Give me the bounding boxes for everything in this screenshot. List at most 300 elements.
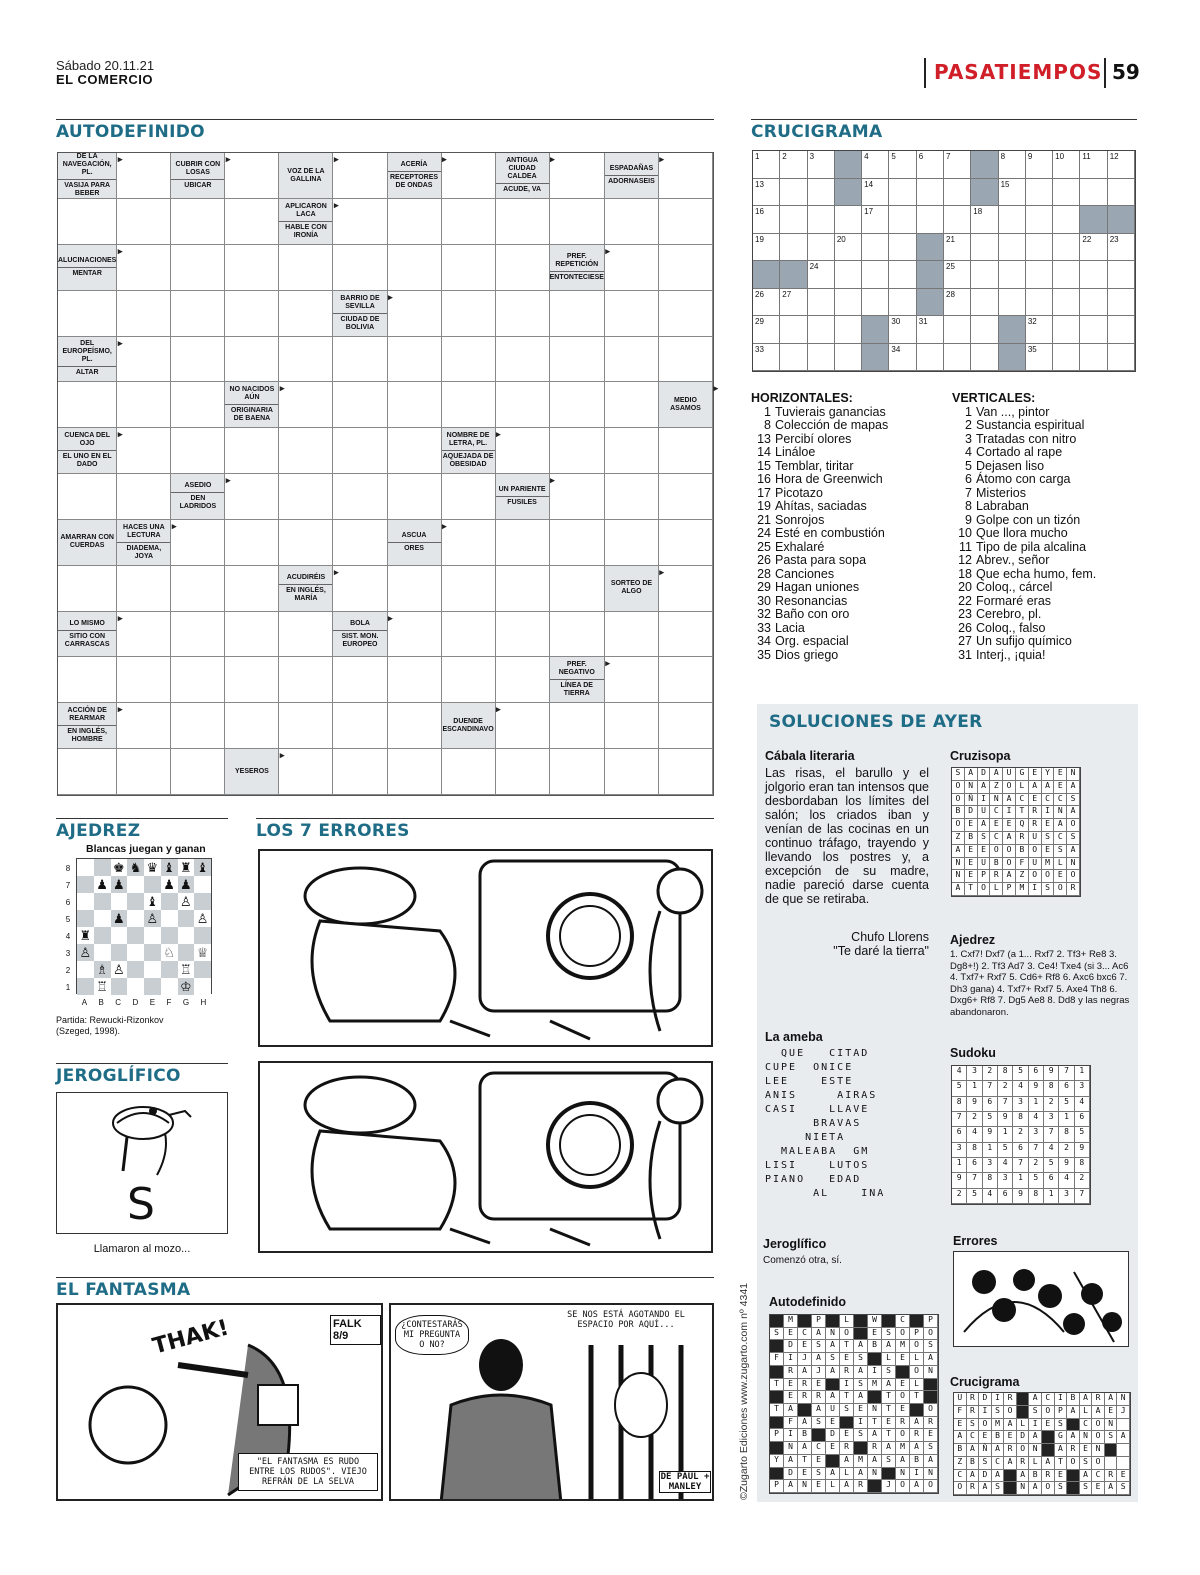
auto-answer-cell[interactable] [388,612,442,658]
cruci-cell[interactable] [753,289,780,317]
solution-cell: E [1042,819,1055,832]
cruci-cell[interactable] [971,206,998,234]
clue-number: 4 [965,445,972,459]
auto-answer-cell[interactable] [225,291,279,337]
auto-answer-cell[interactable] [225,245,279,291]
cruci-cell[interactable] [1108,151,1135,179]
solution-cell: 9 [1075,1143,1090,1158]
auto-answer-cell[interactable] [117,474,171,520]
solution-cell: R [812,1391,826,1404]
auto-answer-cell[interactable] [442,612,496,658]
auto-answer-cell[interactable] [117,657,171,703]
cruci-cell[interactable] [889,316,916,344]
chess-square [178,927,195,944]
cruci-cell[interactable] [999,289,1026,317]
auto-answer-cell[interactable] [442,474,496,520]
solution-cell: E [812,1480,826,1493]
solution-cell: R [798,1379,812,1392]
auto-answer-cell[interactable] [550,382,605,428]
solution-cell: C [1042,1393,1055,1406]
cruci-cell[interactable] [808,261,835,289]
auto-answer-cell[interactable] [117,749,171,795]
auto-answer-cell[interactable] [117,337,171,383]
auto-answer-cell[interactable] [171,657,225,703]
auto-answer-cell[interactable] [496,657,550,703]
solution-cell: C [1042,794,1055,807]
cruci-cell[interactable] [835,289,862,317]
solution-cell: A [924,1353,938,1366]
cruci-cell[interactable] [835,206,862,234]
cruci-cell[interactable] [889,344,916,372]
auto-answer-cell[interactable] [659,428,713,474]
clue-number: 20 [958,580,972,594]
cruci-cell[interactable] [917,151,944,179]
auto-answer-cell[interactable] [442,657,496,703]
auto-answer-cell[interactable] [279,474,333,520]
cruci-cell[interactable] [1108,261,1135,289]
auto-answer-cell[interactable] [388,245,442,291]
auto-answer-cell[interactable] [605,291,659,337]
auto-answer-cell[interactable] [605,337,659,383]
auto-answer-cell[interactable] [659,749,713,795]
auto-answer-cell[interactable] [388,703,442,749]
cruci-cell[interactable] [808,289,835,317]
auto-answer-cell[interactable] [442,337,496,383]
cruci-cell[interactable] [1026,206,1053,234]
auto-answer-cell[interactable] [659,245,713,291]
auto-answer-cell[interactable] [171,703,225,749]
cruci-cell[interactable] [999,179,1026,207]
cruci-cell[interactable] [999,151,1026,179]
solution-cell: 5 [1013,1066,1028,1081]
auto-answer-cell[interactable] [442,566,496,612]
cruci-cell[interactable] [1026,234,1053,262]
auto-answer-cell[interactable] [279,612,333,658]
auto-answer-cell[interactable] [171,520,225,566]
auto-answer-cell[interactable] [550,703,605,749]
auto-answer-cell[interactable] [333,749,387,795]
auto-answer-cell[interactable] [605,474,659,520]
auto-answer-cell[interactable] [605,245,659,291]
cruci-cell[interactable] [1108,316,1135,344]
auto-answer-cell[interactable] [225,703,279,749]
cruci-cell[interactable] [753,151,780,179]
auto-answer-cell[interactable] [659,703,713,749]
cruci-cell[interactable] [944,344,971,372]
auto-answer-cell[interactable] [333,520,387,566]
auto-answer-cell[interactable] [225,520,279,566]
auto-answer-cell[interactable] [605,520,659,566]
auto-answer-cell[interactable] [225,566,279,612]
auto-answer-cell[interactable] [117,428,171,474]
auto-answer-cell[interactable] [550,474,605,520]
cruci-cell[interactable] [862,234,889,262]
cruci-cell[interactable] [889,206,916,234]
cruci-cell[interactable] [753,234,780,262]
auto-answer-cell[interactable] [550,612,605,658]
solution-cell: 6 [1059,1081,1074,1096]
solution-cell: 7 [967,1173,982,1188]
auto-answer-cell[interactable] [279,749,333,795]
auto-answer-cell[interactable] [388,566,442,612]
auto-answer-cell[interactable] [171,428,225,474]
auto-answer-cell[interactable] [58,474,117,520]
cruci-cell[interactable] [944,316,971,344]
auto-answer-cell[interactable] [117,153,171,199]
cruci-cell[interactable] [889,234,916,262]
solution-cell: E [979,1431,992,1444]
cruci-cell[interactable] [944,179,971,207]
auto-answer-cell[interactable] [442,291,496,337]
auto-answer-cell[interactable] [388,337,442,383]
cruci-cell[interactable] [1053,151,1080,179]
cruci-cell[interactable] [753,206,780,234]
cruci-cell[interactable] [808,151,835,179]
auto-answer-cell[interactable] [496,749,550,795]
auto-answer-cell[interactable] [279,291,333,337]
cruci-cell[interactable] [753,316,780,344]
cruci-cell[interactable] [971,316,998,344]
auto-answer-cell[interactable] [279,703,333,749]
clue-number: 27 [958,634,972,648]
cruci-cell[interactable] [889,261,916,289]
cruci-cell[interactable] [808,179,835,207]
cruci-cell[interactable] [1080,234,1107,262]
cruci-cell[interactable] [862,261,889,289]
solution-cell: P [770,1429,784,1442]
chess-square [94,893,111,910]
auto-answer-cell[interactable] [171,291,225,337]
crucigrama-grid[interactable] [752,150,1136,372]
auto-answer-cell[interactable] [550,199,605,245]
black-cell [896,1366,910,1379]
auto-answer-cell[interactable] [58,199,117,245]
cruci-cell[interactable] [808,206,835,234]
auto-answer-cell[interactable] [659,520,713,566]
auto-answer-cell[interactable] [333,657,387,703]
cruci-cell[interactable] [999,261,1026,289]
auto-answer-cell[interactable] [659,291,713,337]
cruci-cell[interactable] [971,344,998,372]
auto-answer-cell[interactable] [171,337,225,383]
auto-answer-cell[interactable] [550,153,605,199]
auto-answer-cell[interactable] [58,566,117,612]
cruci-cell[interactable] [917,179,944,207]
cruci-cell[interactable] [1026,261,1053,289]
auto-answer-cell[interactable] [496,291,550,337]
cruci-cell[interactable] [1080,344,1107,372]
cruci-cell[interactable] [862,151,889,179]
auto-answer-cell[interactable] [496,382,550,428]
auto-answer-cell[interactable] [605,749,659,795]
clue-number: 26 [757,553,771,567]
chess-square [127,876,144,893]
solution-cell: D [784,1340,798,1353]
auto-answer-cell[interactable] [333,703,387,749]
auto-answer-cell[interactable] [496,612,550,658]
auto-answer-cell[interactable] [496,428,550,474]
auto-answer-cell[interactable] [279,428,333,474]
cruci-cell[interactable] [917,316,944,344]
cruci-cell[interactable] [862,289,889,317]
solution-cell: S [840,1404,854,1417]
cruci-cell[interactable] [808,234,835,262]
auto-answer-cell[interactable] [496,337,550,383]
auto-answer-cell[interactable] [58,657,117,703]
auto-answer-cell[interactable] [388,291,442,337]
auto-answer-cell[interactable] [333,245,387,291]
auto-answer-cell[interactable] [117,566,171,612]
auto-answer-cell[interactable] [442,520,496,566]
cruci-cell[interactable] [1053,206,1080,234]
auto-answer-cell[interactable] [442,382,496,428]
auto-answer-cell[interactable] [58,749,117,795]
cruci-cell[interactable] [999,206,1026,234]
auto-answer-cell[interactable] [388,749,442,795]
auto-answer-cell[interactable] [279,520,333,566]
auto-answer-cell[interactable] [171,566,225,612]
cruci-cell[interactable] [1026,151,1053,179]
auto-answer-cell[interactable] [171,612,225,658]
chess-square [94,859,111,876]
auto-answer-cell[interactable] [117,382,171,428]
auto-answer-cell[interactable] [225,612,279,658]
auto-answer-cell[interactable] [388,382,442,428]
solution-cell: M [854,1455,868,1468]
auto-answer-cell[interactable] [550,520,605,566]
auto-answer-cell[interactable] [659,153,713,199]
auto-answer-cell[interactable] [225,337,279,383]
solution-cell: A [1042,1457,1055,1470]
auto-answer-cell[interactable] [117,245,171,291]
cruci-cell[interactable] [944,206,971,234]
cruci-cell[interactable] [1053,234,1080,262]
solution-cell: A [1004,1457,1017,1470]
cruci-cell[interactable] [780,151,807,179]
auto-answer-cell[interactable] [550,428,605,474]
cruci-number: 8 [1000,152,1006,161]
cruci-cell[interactable] [780,206,807,234]
auto-answer-cell[interactable] [333,382,387,428]
solution-cell: 5 [1075,1127,1090,1142]
cruci-cell[interactable] [917,206,944,234]
auto-answer-cell[interactable] [659,337,713,383]
cruci-cell[interactable] [889,289,916,317]
solution-cell: E [965,870,978,883]
auto-answer-cell[interactable] [496,703,550,749]
black-cell [1017,1406,1030,1419]
auto-clue-text: VASIJA PARA BEBER [58,179,116,198]
auto-answer-cell[interactable] [117,703,171,749]
auto-answer-cell[interactable] [442,153,496,199]
auto-answer-cell[interactable] [279,657,333,703]
cruci-cell[interactable] [1080,289,1107,317]
cruci-cell[interactable] [862,206,889,234]
cruci-cell[interactable] [835,261,862,289]
auto-answer-cell[interactable] [442,749,496,795]
cruci-cell[interactable] [780,289,807,317]
cruci-cell[interactable] [1026,316,1053,344]
cruci-cell[interactable] [889,151,916,179]
solution-cell: A [924,1455,938,1468]
solution-cell: E [798,1468,812,1481]
auto-answer-cell[interactable] [659,657,713,703]
cruci-cell[interactable] [780,344,807,372]
auto-answer-cell[interactable] [496,199,550,245]
auto-answer-cell[interactable] [550,291,605,337]
auto-answer-cell[interactable] [659,474,713,520]
auto-answer-cell[interactable] [333,337,387,383]
cruci-cell[interactable] [753,344,780,372]
auto-answer-cell[interactable] [388,474,442,520]
solution-cell: M [868,1379,882,1392]
auto-answer-cell[interactable] [496,520,550,566]
solution-cell: A [812,1328,826,1341]
cruci-cell[interactable] [1080,179,1107,207]
cruci-cell[interactable] [944,289,971,317]
auto-answer-cell[interactable] [550,749,605,795]
auto-answer-cell[interactable] [605,657,659,703]
auto-answer-cell[interactable] [117,199,171,245]
cruci-cell[interactable] [917,344,944,372]
auto-answer-cell[interactable] [550,566,605,612]
auto-answer-cell[interactable] [605,382,659,428]
auto-clue-text: ADORNASEIS [605,175,658,186]
cruci-cell[interactable] [1080,151,1107,179]
auto-answer-cell[interactable] [171,749,225,795]
solution-cell: A [826,1340,840,1353]
cruci-cell[interactable] [1080,316,1107,344]
solution-cell: 5 [998,1143,1013,1158]
cruci-cell[interactable] [1026,344,1053,372]
auto-answer-cell[interactable] [442,199,496,245]
cruci-cell[interactable] [1026,289,1053,317]
cruci-number: 2 [782,152,787,161]
clue-item [952,568,1142,582]
auto-clue-text: BARRIO DE SEVILLA [340,294,380,310]
cruci-cell[interactable] [999,234,1026,262]
auto-answer-cell[interactable] [388,199,442,245]
cruci-cell[interactable] [835,234,862,262]
solution-cell: Y [1042,768,1055,781]
solution-cell: R [967,1482,980,1495]
cruci-cell[interactable] [1108,344,1135,372]
cruci-cell[interactable] [835,344,862,372]
clue-item [751,419,951,433]
auto-answer-cell[interactable] [333,566,387,612]
black-cell [910,1404,924,1417]
auto-answer-cell[interactable] [333,153,387,199]
solution-cell: O [1092,1457,1105,1470]
cruci-cell[interactable] [944,234,971,262]
auto-answer-cell[interactable] [388,428,442,474]
auto-answer-cell[interactable] [58,291,117,337]
auto-answer-cell[interactable] [333,474,387,520]
auto-answer-cell[interactable] [225,474,279,520]
auto-answer-cell[interactable] [171,382,225,428]
solution-cell: N [990,794,1003,807]
cruci-cell[interactable] [1080,261,1107,289]
auto-answer-cell[interactable] [58,382,117,428]
cruci-cell[interactable] [944,261,971,289]
auto-answer-cell[interactable] [333,428,387,474]
clue-text: Sonrojos [775,512,825,527]
auto-answer-cell[interactable] [279,382,333,428]
cruci-cell[interactable] [1053,316,1080,344]
cruci-cell[interactable] [944,151,971,179]
cruci-cell[interactable] [1053,344,1080,372]
solution-cell: S [812,1417,826,1430]
cruci-cell[interactable] [971,261,998,289]
auto-answer-cell[interactable] [225,428,279,474]
chess-square: ♟ [111,910,128,927]
solution-cell: 2 [952,1189,967,1204]
auto-answer-cell[interactable] [117,612,171,658]
auto-clue-cell [605,566,664,612]
auto-answer-cell[interactable] [279,337,333,383]
solution-cell: A [1003,832,1016,845]
auto-answer-cell[interactable] [659,199,713,245]
cruci-cell[interactable] [808,316,835,344]
auto-answer-cell[interactable] [333,199,387,245]
auto-answer-cell[interactable] [388,657,442,703]
auto-answer-cell[interactable] [605,199,659,245]
cruci-cell[interactable] [1053,179,1080,207]
cruci-cell[interactable] [835,316,862,344]
auto-answer-cell[interactable] [171,199,225,245]
cruci-cell[interactable] [1108,289,1135,317]
cruci-cell[interactable] [780,179,807,207]
auto-answer-cell[interactable] [225,657,279,703]
solution-cell: 8 [952,1097,967,1112]
auto-answer-cell[interactable] [550,337,605,383]
solution-cell: I [784,1429,798,1442]
solution-cell: T [882,1429,896,1442]
auto-answer-cell[interactable] [496,566,550,612]
cruci-cell[interactable] [780,234,807,262]
cruci-cell[interactable] [808,344,835,372]
auto-answer-cell[interactable] [442,245,496,291]
cruci-cell[interactable] [1108,179,1135,207]
cruci-cell[interactable] [753,179,780,207]
auto-answer-cell[interactable] [659,566,713,612]
cruci-cell[interactable] [1053,289,1080,317]
autodefinido-grid[interactable] [57,152,718,796]
auto-answer-cell[interactable] [225,199,279,245]
auto-answer-cell[interactable] [605,703,659,749]
auto-answer-cell[interactable] [659,612,713,658]
cruci-cell[interactable] [889,179,916,207]
cruci-cell[interactable] [862,179,889,207]
cruci-cell[interactable] [971,289,998,317]
solution-cell: 2 [1029,1158,1044,1173]
cruci-cell[interactable] [1053,261,1080,289]
cruci-cell[interactable] [780,316,807,344]
solution-cell: 5 [1059,1097,1074,1112]
auto-answer-cell[interactable] [171,245,225,291]
clue-number: 22 [958,593,972,608]
auto-answer-cell[interactable] [496,245,550,291]
auto-answer-cell[interactable] [605,428,659,474]
auto-answer-cell[interactable] [279,245,333,291]
cruci-cell[interactable] [1108,234,1135,262]
cruci-cell[interactable] [971,234,998,262]
solution-cell: O [1092,1431,1105,1444]
auto-answer-cell[interactable] [605,612,659,658]
cruci-cell[interactable] [1026,179,1053,207]
auto-answer-cell[interactable] [225,153,279,199]
auto-answer-cell[interactable] [117,291,171,337]
